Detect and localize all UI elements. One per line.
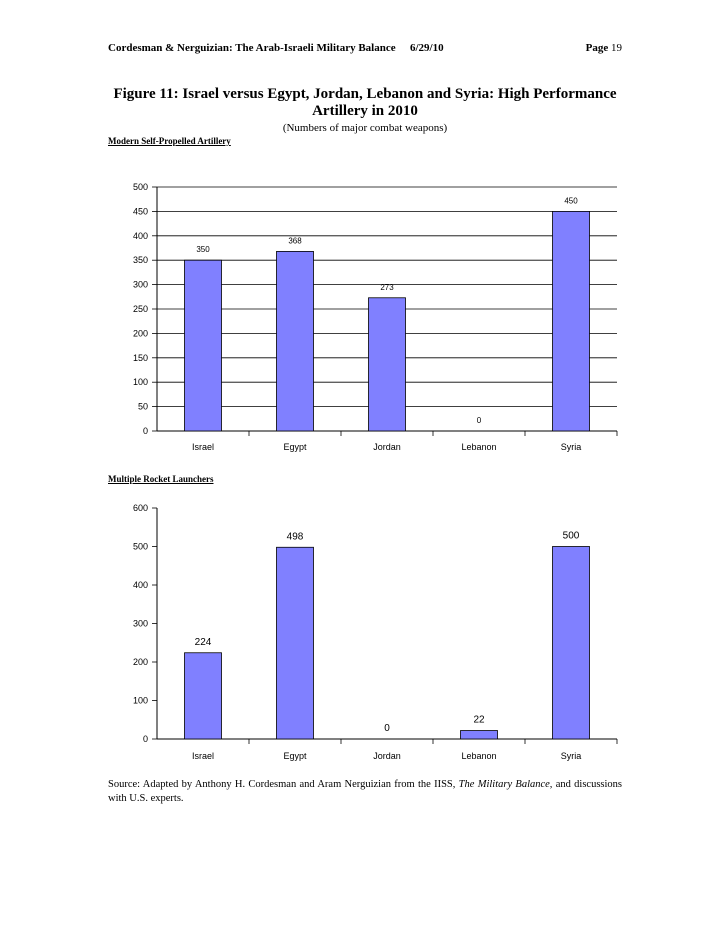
y-tick-label: 0 [142,734,148,744]
header-page [586,42,622,54]
bar-lebanon [461,731,498,739]
data-label-lebanon: 22 [473,714,485,726]
x-tick-label: Syria [560,442,582,452]
y-tick-label: 100 [132,695,148,706]
y-tick-label: 0 [142,426,148,436]
data-label-syria: 500 [562,530,580,542]
source-note [108,778,622,806]
y-tick-label: 250 [132,304,148,314]
x-tick-label: Lebanon [461,442,497,452]
data-label-israel: 350 [196,245,210,255]
y-tick-label: 400 [132,230,148,241]
data-label-jordan: 273 [380,282,394,292]
chart-self-propelled-artillery [0,175,728,475]
y-tick-label: 200 [132,328,148,339]
y-tick-label: 50 [137,401,148,412]
y-tick-label: 300 [132,279,148,290]
header-date: 6/29/10 [410,42,444,54]
y-tick-label: 400 [132,580,148,590]
chart1-section-label: Modern Self-Propelled Artillery [108,136,231,146]
bar-egypt [277,547,314,739]
data-label-israel: 224 [194,636,212,648]
y-tick-label: 500 [132,541,148,552]
figure-subtitle: (Numbers of major combat weapons) [282,122,448,134]
source-prefix: Source: Adapted by Anthony H. Cordesman and Aram Nerguizian from the IISS, [108,779,459,790]
y-tick-label: 350 [132,255,148,266]
page-label: Page [585,42,609,54]
header-authors-title: Cordesman & Nerguizian: The Arab-Israeli Military Balance [108,42,396,54]
x-tick-label: Jordan [373,751,401,761]
bar-israel [185,260,222,431]
chart2-section-label: Multiple Rocket Launchers [108,474,214,484]
data-label-egypt: 368 [288,236,302,246]
x-tick-label: Israel [191,751,215,761]
source-italic: The Military Balance, [458,779,553,790]
y-tick-label: 200 [132,657,148,667]
y-tick-label: 100 [132,377,148,388]
figure-title: Figure 11: Israel versus Egypt, Jordan, Lebanon and Syria: High Performance Artillery in 2010 [113,86,617,119]
data-label-egypt: 498 [286,531,304,543]
data-label-lebanon: 0 [476,416,482,425]
x-tick-label: Egypt [283,442,307,452]
y-tick-label: 150 [132,352,148,363]
page-header [108,42,622,58]
y-tick-label: 600 [132,503,148,513]
bar-syria [553,547,590,740]
x-tick-label: Israel [191,442,215,452]
bar-syria [553,211,590,431]
chart-multiple-rocket-launchers [0,495,728,795]
y-tick-label: 450 [132,206,148,217]
source-suffix: and discussions with U.S. experts. [108,779,623,804]
x-tick-label: Lebanon [461,751,497,761]
x-tick-label: Syria [560,751,582,761]
bar-jordan [369,298,406,431]
y-tick-label: 300 [132,618,148,629]
bar-egypt [277,251,314,431]
x-tick-label: Egypt [283,751,307,761]
data-label-jordan: 0 [384,723,390,734]
page-number: 19 [611,42,622,54]
bar-israel [185,653,222,739]
x-tick-label: Jordan [373,442,401,452]
data-label-syria: 450 [564,196,578,206]
y-tick-label: 500 [132,182,148,192]
